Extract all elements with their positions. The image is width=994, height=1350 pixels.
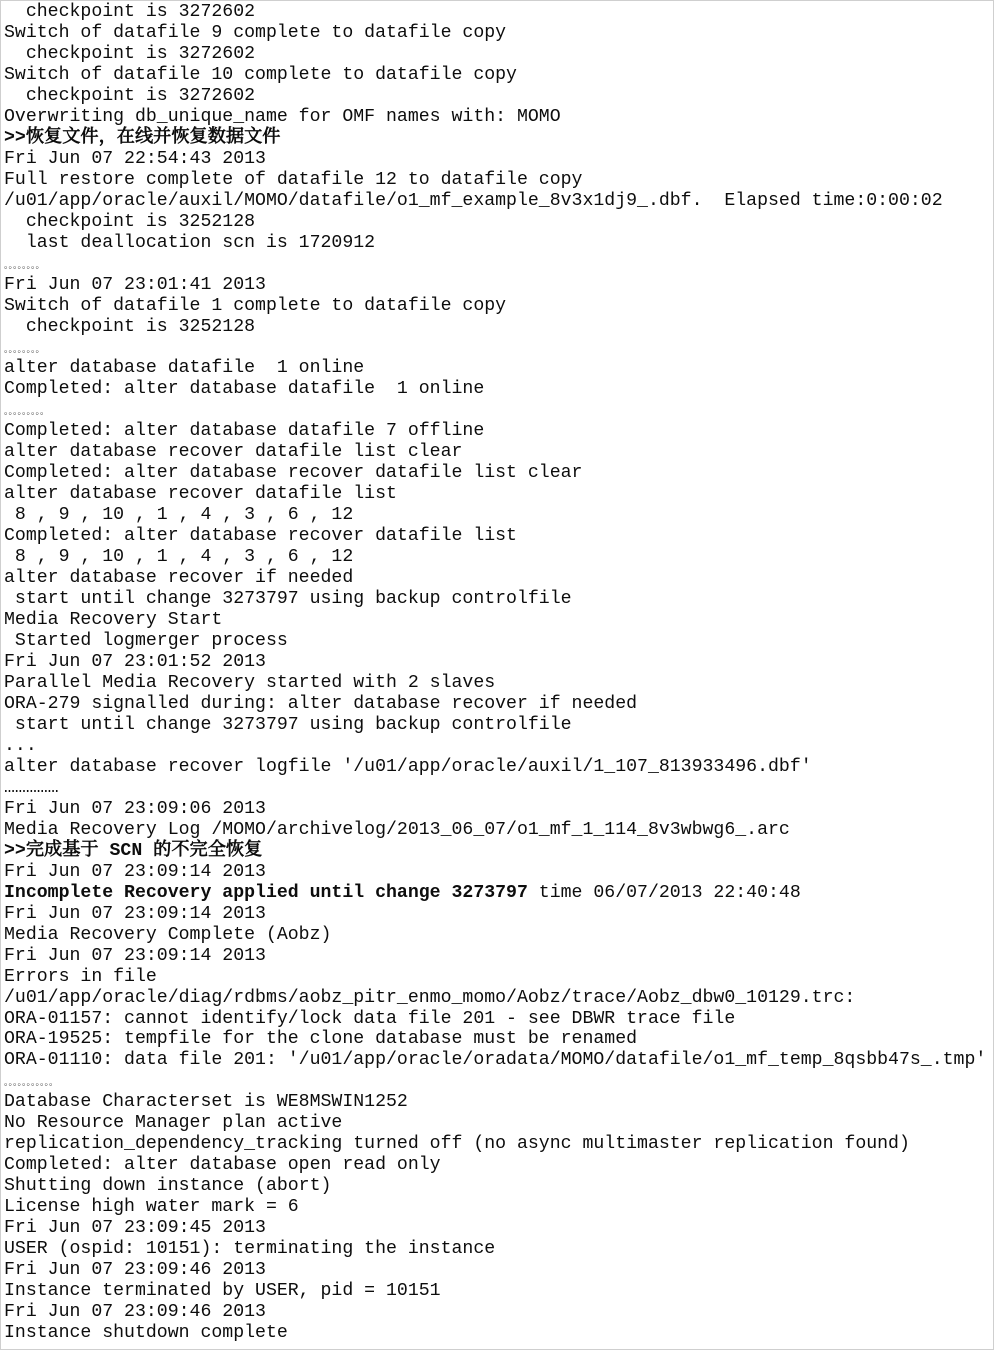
error-line: ORA-01110: data file 201: '/u01/app/oracle/oradata/MOMO/datafile/o1_mf_temp_8qsbb47s_.tmp' (4, 1050, 987, 1071)
omission-marker (4, 1071, 993, 1092)
log-line: alter database datafile 1 online (4, 358, 365, 379)
log-line: Database Characterset is WE8MSWIN1252 (4, 1092, 408, 1113)
log-line: /u01/app/oracle/auxil/MOMO/datafile/o1_mf_example_8v3x1dj9_.dbf. Elapsed time:0:00:02 (4, 190, 943, 211)
omission-marker: …………… (4, 777, 59, 798)
log-line: 8 , 9 , 10 , 1 , 4 , 3 , 6 , 12 (4, 505, 354, 526)
log-timestamp: Fri Jun 07 23:09:46 2013 (4, 1260, 266, 1281)
log-line: Switch of datafile 10 complete to datafile copy (4, 64, 517, 85)
omission-dots: 。。。。。。。。 (4, 260, 45, 271)
log-timestamp: Fri Jun 07 23:01:41 2013 (4, 274, 266, 295)
log-line: Completed: alter database datafile 1 online (4, 379, 485, 400)
log-line: Completed: alter database recover datafile list clear (4, 463, 583, 484)
log-line: Switch of datafile 9 complete to datafile copy (4, 22, 507, 43)
log-line: No Resource Manager plan active (4, 1113, 343, 1134)
log-line: Completed: alter database open read only (4, 1155, 441, 1176)
section-heading: >>完成基于 SCN 的不完全恢复 (4, 840, 263, 861)
log-line: Media Recovery Log /MOMO/archivelog/2013_06_07/o1_mf_1_114_8v3wbwg6_.arc (4, 819, 790, 840)
log-line: alter database recover logfile '/u01/app/oracle/auxil/1_107_813933496.dbf' (4, 756, 812, 777)
log-line: Instance shutdown complete (4, 1323, 288, 1344)
log-timestamp: Fri Jun 07 22:54:43 2013 (4, 148, 266, 169)
omission-marker (4, 254, 993, 275)
log-line: Instance terminated by USER, pid = 10151 (4, 1281, 441, 1302)
omission-marker (4, 338, 993, 359)
log-line: /u01/app/oracle/diag/rdbms/aobz_pitr_enmo_momo/Aobz/trace/Aobz_dbw0_10129.trc: (4, 987, 856, 1008)
log-timestamp: Fri Jun 07 23:09:45 2013 (4, 1218, 266, 1239)
log-line: checkpoint is 3252128 (4, 316, 256, 337)
log-line: License high water mark = 6 (4, 1197, 299, 1218)
error-line: ORA-19525: tempfile for the clone database must be renamed (4, 1029, 638, 1050)
log-line: alter database recover datafile list clear (4, 442, 463, 463)
log-timestamp: Fri Jun 07 23:09:14 2013 (4, 903, 266, 924)
section-heading: >>恢复文件，在线并恢复数据文件 (4, 127, 281, 148)
log-line: Completed: alter database recover datafile list (4, 526, 517, 547)
log-timestamp: Fri Jun 07 23:09:46 2013 (4, 1302, 266, 1323)
omission-dots: 。。。。。。。。。 (4, 407, 50, 418)
log-line: Started logmerger process (4, 631, 288, 652)
log-line: start until change 3273797 using backup controlfile (4, 589, 572, 610)
recovery-summary-time: time 06/07/2013 22:40:48 (527, 882, 801, 903)
omission-dots: 。。。。。。。。。。。 (4, 1078, 59, 1089)
log-line: Media Recovery Start (4, 610, 223, 631)
omission-dots: 。。。。。。。。 (4, 344, 45, 355)
log-line: Parallel Media Recovery started with 2 slaves (4, 673, 496, 693)
log-line: Completed: alter database datafile 7 offline (4, 421, 485, 442)
error-line: ORA-01157: cannot identify/lock data file 201 - see DBWR trace file (4, 1008, 736, 1029)
recovery-summary-line (4, 883, 993, 904)
log-timestamp: Fri Jun 07 23:01:52 2013 (4, 652, 266, 673)
log-line: last deallocation scn is 1720912 (4, 232, 376, 253)
log-line: Overwriting db_unique_name for OMF names with: MOMO (4, 106, 561, 127)
omission-marker: ... (4, 735, 37, 756)
log-line: checkpoint is 3272602 (4, 85, 256, 106)
log-line: alter database recover datafile list (4, 484, 397, 505)
log-line: Errors in file (4, 966, 157, 987)
log-line: Switch of datafile 1 complete to datafile copy (4, 295, 507, 316)
recovery-summary-emphasis: Incomplete Recovery applied until change 3273797 (4, 882, 528, 903)
log-line: Full restore complete of datafile 12 to datafile copy (4, 169, 583, 190)
log-line: alter database recover if needed (4, 568, 354, 589)
log-line: checkpoint is 3252128 (4, 211, 256, 232)
log-line: replication_dependency_tracking turned off (no async multimaster replication found) (4, 1134, 910, 1155)
log-line: checkpoint is 3272602 (4, 43, 256, 64)
log-timestamp: Fri Jun 07 23:09:14 2013 (4, 861, 266, 882)
error-line: ORA-279 signalled during: alter database recover if needed (4, 693, 638, 714)
log-line: 8 , 9 , 10 , 1 , 4 , 3 , 6 , 12 (4, 547, 354, 568)
log-line: start until change 3273797 using backup controlfile (4, 714, 572, 735)
log-timestamp: Fri Jun 07 23:09:06 2013 (4, 798, 266, 819)
log-line: Media Recovery Complete (Aobz) (4, 924, 332, 945)
log-line: USER (ospid: 10151): terminating the instance (4, 1239, 496, 1260)
log-line: Shutting down instance (abort) (4, 1176, 332, 1197)
log-timestamp: Fri Jun 07 23:09:14 2013 (4, 945, 266, 966)
omission-marker (4, 400, 993, 421)
log-line: checkpoint is 3272602 (4, 2, 256, 22)
